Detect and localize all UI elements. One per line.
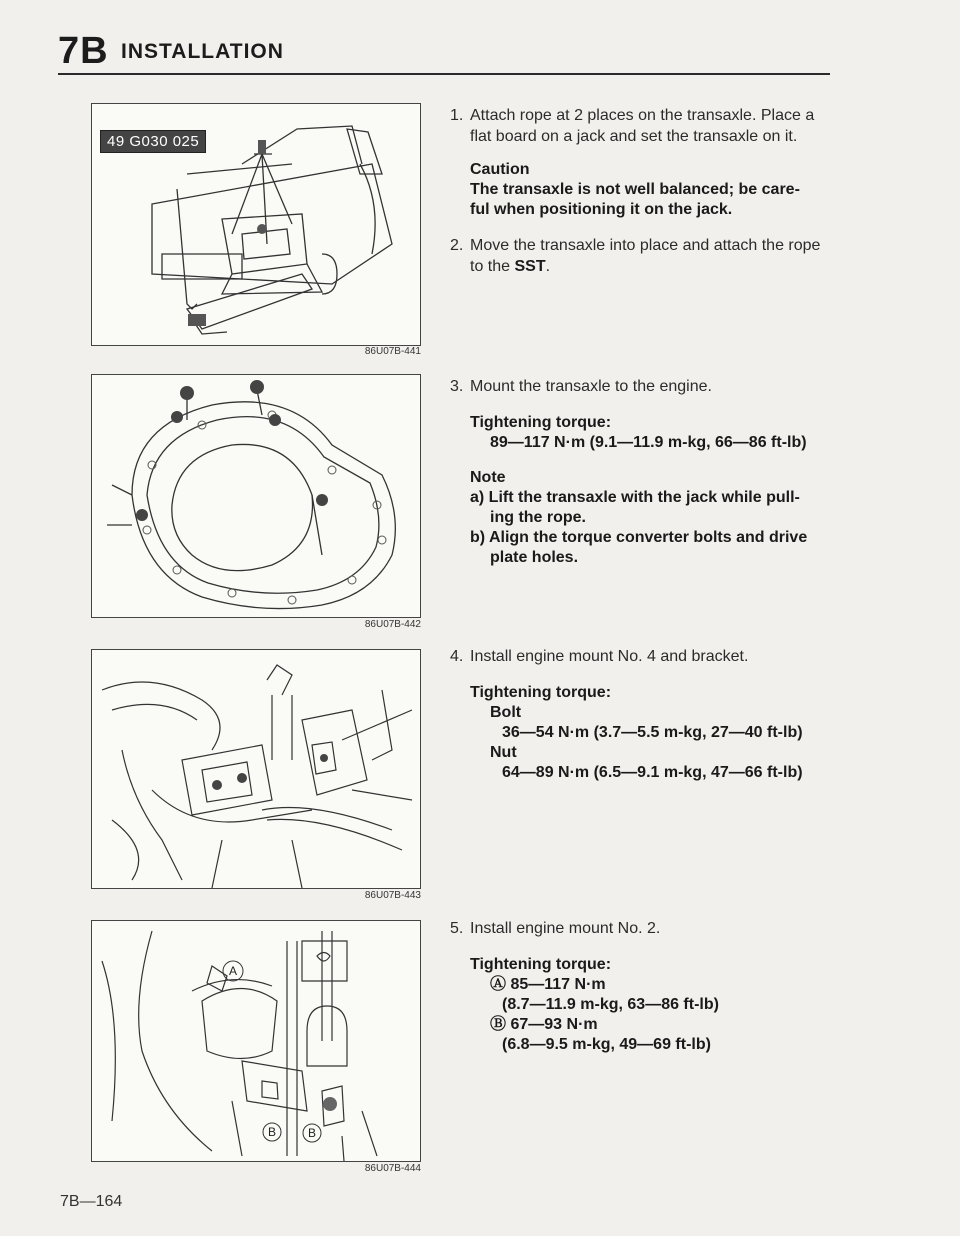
torque-value: 89—117 N·m (9.1—11.9 m-kg, 66—86 ft-lb) (490, 434, 807, 451)
step-text: Attach rope at 2 places on the transaxle. Place a (470, 107, 815, 124)
transaxle-case-illustration (92, 375, 420, 617)
header-rule (58, 73, 830, 75)
section-number: 7B (58, 30, 109, 72)
step-number: 3. (450, 378, 464, 395)
note-item: ing the rope. (490, 509, 586, 526)
caution-text: ful when positioning it on the jack. (470, 201, 733, 218)
page-number: 7B—164 (60, 1193, 123, 1210)
callout-a: A (228, 964, 238, 978)
torque-b-detail: (6.8—9.5 m-kg, 49—69 ft-lb) (502, 1036, 711, 1053)
figure-code: 86U07B-441 (364, 346, 421, 357)
step-2 (450, 235, 834, 277)
step-text: Install engine mount No. 2. (470, 920, 661, 937)
sst-number-label: 49 G030 025 (100, 130, 206, 153)
figure-engine-mount-no4 (91, 649, 421, 889)
bolt-torque-value: 36—54 N·m (3.7—5.5 m-kg, 27—40 ft-lb) (502, 724, 803, 741)
step-text: flat board on a jack and set the transaxle on it. (470, 128, 798, 145)
step-number: 5. (450, 920, 464, 937)
torque-spec (470, 683, 840, 783)
figure-code: 86U07B-444 (364, 1163, 421, 1174)
step-text: Install engine mount No. 4 and bracket. (470, 648, 749, 665)
callout-a-symbol: Ⓐ (490, 976, 507, 993)
note-title: Note (470, 469, 506, 486)
step-5 (450, 918, 834, 939)
engine-mount-no4-illustration (92, 650, 420, 888)
caution-block (470, 160, 840, 220)
torque-title: Tightening torque: (470, 414, 612, 431)
figure-engine-mount-no2 (91, 920, 421, 1162)
figure-code: 86U07B-442 (364, 619, 421, 630)
callout-b: B (267, 1125, 277, 1139)
note-block (470, 468, 840, 568)
caution-text: The transaxle is not well balanced; be care- (470, 181, 800, 198)
step-1 (450, 105, 834, 147)
note-item: a) Lift the transaxle with the jack while pull- (470, 489, 800, 506)
step-text: . (545, 258, 551, 275)
note-item: plate holes. (490, 549, 579, 566)
sst-reference: SST (514, 258, 546, 275)
torque-a-detail: (8.7—11.9 m-kg, 63—86 ft-lb) (502, 996, 719, 1013)
callout-b: B (307, 1126, 317, 1140)
torque-spec (470, 413, 840, 453)
figure-transaxle-on-jack (91, 103, 421, 346)
engine-mount-no2-illustration (92, 921, 420, 1161)
step-4 (450, 646, 834, 667)
torque-a-value: 85—117 N·m (510, 976, 606, 993)
bolt-label: Bolt (490, 704, 522, 721)
figure-transaxle-case-bolts (91, 374, 421, 618)
torque-title: Tightening torque: (470, 956, 612, 973)
page-title: INSTALLATION (121, 39, 284, 63)
nut-torque-value: 64—89 N·m (6.5—9.1 m-kg, 47—66 ft-lb) (502, 764, 803, 781)
torque-title: Tightening torque: (470, 684, 612, 701)
figure-code: 86U07B-443 (364, 890, 421, 901)
step-number: 4. (450, 648, 464, 665)
page-header (58, 30, 284, 73)
note-item: b) Align the torque converter bolts and drive (470, 529, 808, 546)
step-number: 1. (450, 107, 464, 124)
torque-b-value: 67—93 N·m (510, 1016, 598, 1033)
step-text: Mount the transaxle to the engine. (470, 378, 712, 395)
step-3 (450, 376, 834, 397)
step-text: to the (470, 258, 515, 275)
nut-label: Nut (490, 744, 517, 761)
torque-spec (470, 955, 840, 1055)
step-text: Move the transaxle into place and attach the rope (470, 237, 821, 254)
callout-b-symbol: Ⓑ (490, 1016, 507, 1033)
step-number: 2. (450, 237, 464, 254)
caution-title: Caution (470, 161, 530, 178)
